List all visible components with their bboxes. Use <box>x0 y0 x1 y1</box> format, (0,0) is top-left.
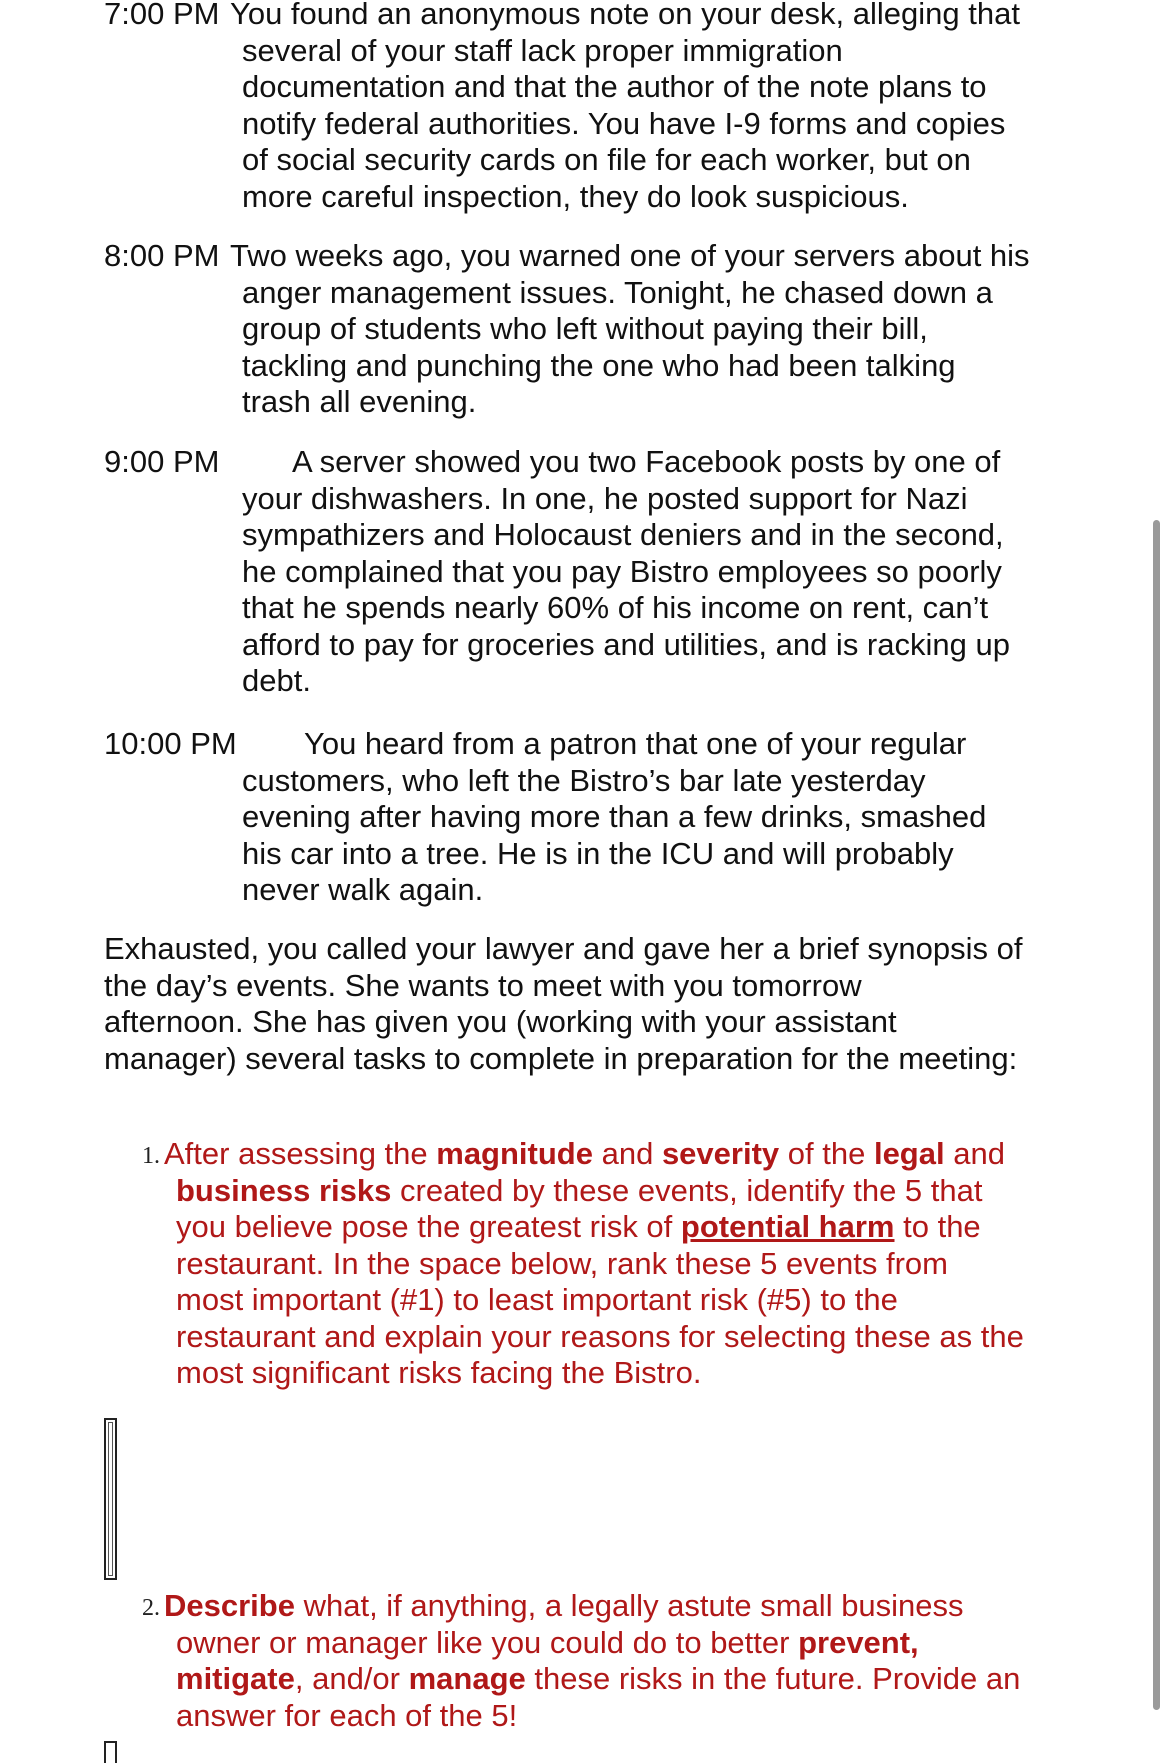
entry-line: that he spends nearly 60% of his income on rent, can’t <box>242 590 989 625</box>
emphasis-text: prevent, <box>798 1624 919 1660</box>
task-line <box>164 1588 1096 1625</box>
task-text: restaurant and explain your reasons for selecting these as the <box>176 1318 1024 1354</box>
entry-line: sympathizers and Holocaust deniers and in the second, <box>242 517 1004 552</box>
entry-line: documentation and that the author of the note plans to <box>242 69 987 104</box>
entry-line: trash all evening. <box>242 384 477 419</box>
emphasis-text: magnitude <box>436 1136 593 1171</box>
entry-line: anger management issues. Tonight, he chased down a <box>242 274 993 310</box>
paragraph-line: Exhausted, you called your lawyer and gave her a brief synopsis of <box>104 931 1023 966</box>
task-text: you believe pose the greatest risk of <box>176 1209 681 1244</box>
paragraph-line: manager) several tasks to complete in preparation for the meeting: <box>104 1040 1018 1076</box>
emphasis-text: severity <box>661 1136 780 1171</box>
task-line <box>164 1136 1096 1173</box>
entry-line: evening after having more than a few drinks, smashed <box>242 799 987 834</box>
task-text: most important (#1) to least important risk (#5) to the <box>176 1282 898 1317</box>
emphasis-text: mitigate <box>176 1661 295 1696</box>
task-text: answer for each of the 5! <box>176 1697 518 1733</box>
task-line <box>176 1209 1096 1246</box>
entry-line: more careful inspection, they do look suspicious. <box>242 178 909 214</box>
task-line <box>176 1246 1096 1283</box>
entry-line: Two weeks ago, you warned one of your servers about his <box>230 238 1030 273</box>
scrollbar-thumb[interactable] <box>1153 520 1160 1710</box>
entry-line: of social security cards on file for each worker, but on <box>242 142 971 177</box>
task-number: 2. <box>142 1595 160 1621</box>
task-text: and <box>944 1136 1005 1171</box>
entry-line: he complained that you pay Bistro employees so poorly <box>242 553 1002 589</box>
paragraph-line: afternoon. She has given you (working with your assistant <box>104 1004 897 1039</box>
entry-line: several of your staff lack proper immigration <box>242 32 843 68</box>
emphasis-text: legal <box>873 1136 945 1171</box>
task-text: what, if anything, a legally astute small business <box>294 1588 964 1623</box>
task-body <box>164 1136 1096 1392</box>
task-line <box>176 1319 1096 1356</box>
entry-line: never walk again. <box>242 872 484 907</box>
entry-text <box>242 726 1112 909</box>
answer-text-box-2[interactable] <box>104 1741 117 1763</box>
entry-line: group of students who left without paying their bill, <box>242 311 928 346</box>
task-text: these risks in the future. Provide an <box>525 1661 1021 1696</box>
closing-paragraph <box>104 931 1114 1077</box>
entry-text <box>230 238 1100 421</box>
task-text: restaurant. In the space below, rank these 5 events from <box>176 1245 948 1281</box>
emphasis-text: potential harm <box>680 1209 895 1244</box>
entry-text <box>230 0 1100 215</box>
paragraph-line: the day’s events. She wants to meet with you tomorrow <box>104 967 862 1003</box>
entry-line: his car into a tree. He is in the ICU and will probably <box>242 835 954 871</box>
task-number: 1. <box>142 1143 160 1169</box>
entry-time: 10:00 PM <box>104 726 237 761</box>
emphasis-text: business risks <box>176 1172 392 1208</box>
entry-line: A server showed you two Facebook posts by one of <box>292 444 1001 479</box>
task-text: and <box>592 1136 662 1171</box>
emphasis-text: Describe <box>164 1588 295 1623</box>
entry-text <box>242 444 1112 700</box>
task-line <box>176 1698 1096 1735</box>
entry-line: tackling and punching the one who had been talking <box>242 347 956 383</box>
entry-line: notify federal authorities. You have I-9 forms and copies <box>242 105 1006 141</box>
task-line <box>176 1282 1096 1319</box>
entry-time: 9:00 PM <box>104 444 220 479</box>
task-text: , and/or <box>294 1661 409 1696</box>
task-text: created by these events, identify the 5 that <box>391 1172 983 1208</box>
task-line <box>176 1625 1096 1662</box>
task-line <box>176 1661 1096 1698</box>
task-text: of the <box>779 1136 874 1171</box>
task-line <box>176 1355 1096 1392</box>
task-text: owner or manager like you could do to better <box>176 1624 799 1660</box>
entry-line: You heard from a patron that one of your regular <box>304 726 967 761</box>
entry-line: customers, who left the Bistro’s bar late yesterday <box>242 762 926 798</box>
task-text: most significant risks facing the Bistro. <box>176 1355 702 1390</box>
entry-line: debt. <box>242 663 311 698</box>
answer-box-border <box>108 1422 113 1576</box>
task-text: to the <box>894 1209 981 1244</box>
entry-time: 7:00 PM <box>104 0 220 31</box>
task-text: After assessing the <box>164 1136 437 1171</box>
answer-text-box[interactable] <box>104 1418 117 1580</box>
task-line <box>176 1173 1096 1210</box>
entry-line: afford to pay for groceries and utilities, and is racking up <box>242 626 1010 662</box>
entry-line: your dishwashers. In one, he posted support for Nazi <box>242 480 968 516</box>
entry-time: 8:00 PM <box>104 238 220 273</box>
task-body <box>164 1588 1096 1734</box>
emphasis-text: manage <box>408 1661 526 1696</box>
entry-line: You found an anonymous note on your desk, alleging that <box>230 0 1020 31</box>
